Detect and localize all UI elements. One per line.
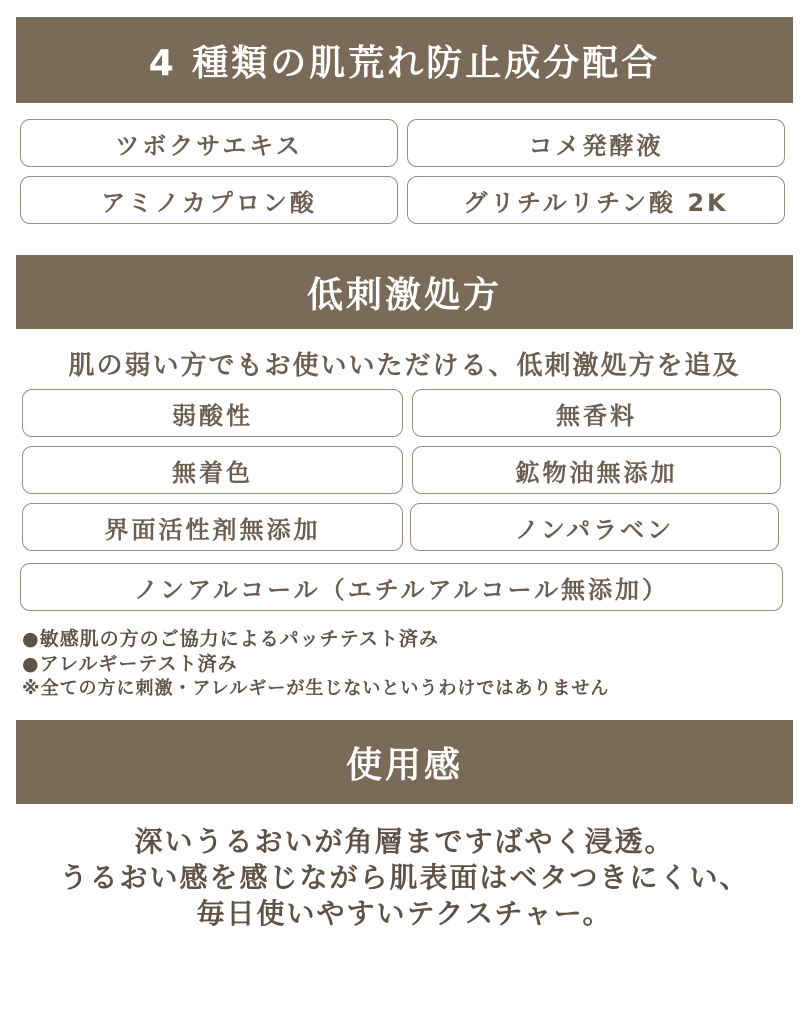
feature-pill-3 bbox=[22, 446, 403, 494]
section2-banner bbox=[16, 255, 793, 329]
section3-title: 使用感 bbox=[345, 744, 463, 786]
feature-label: 無着色 bbox=[172, 458, 253, 487]
ingredient-pill-2 bbox=[407, 119, 785, 167]
ingredient-label: グリチルリチン酸 2K bbox=[463, 188, 729, 217]
ingredient-label: コメ発酵液 bbox=[528, 131, 664, 160]
feature-label: 鉱物油無添加 bbox=[515, 458, 678, 487]
feature-label: 界面活性剤無添加 bbox=[104, 515, 321, 544]
feature-pill-2 bbox=[412, 389, 781, 437]
feature-pill-4 bbox=[412, 446, 781, 494]
feature-pill-7 bbox=[20, 563, 783, 611]
feature-pill-1 bbox=[22, 389, 403, 437]
section1-title: 4 種類の肌荒れ防止成分配合 bbox=[148, 42, 661, 84]
section2-title: 低刺激処方 bbox=[306, 274, 502, 316]
section2-subtitle: 肌の弱い方でもお使いいただける、低刺激処方を追及 bbox=[68, 351, 741, 381]
note-disclaimer: ※全ての方に刺激・アレルギーが生じないというわけではありません bbox=[22, 678, 610, 699]
feature-pill-5 bbox=[22, 503, 403, 551]
texture-line-2: うるおい感を感じながら肌表面はベタつきにくい、 bbox=[59, 861, 750, 894]
ingredient-label: ツボクサエキス bbox=[115, 131, 303, 160]
feature-pill-6 bbox=[410, 503, 779, 551]
texture-line-1: 深いうるおいが角層まですばやく浸透。 bbox=[134, 825, 675, 858]
note-patch-test: ●敏感肌の方のご協力によるパッチテスト済み bbox=[22, 628, 439, 650]
ingredient-label: アミノカプロン酸 bbox=[101, 188, 317, 217]
section3-banner bbox=[16, 720, 793, 804]
ingredient-pill-4 bbox=[407, 176, 785, 224]
ingredient-pill-3 bbox=[20, 176, 398, 224]
note-allergy-test: ●アレルギーテスト済み bbox=[22, 653, 238, 675]
feature-label: 無香料 bbox=[556, 401, 637, 430]
texture-line-3: 毎日使いやすいテクスチャー。 bbox=[196, 897, 613, 930]
feature-label: 弱酸性 bbox=[172, 401, 253, 430]
feature-label: ノンアルコール（エチルアルコール無添加） bbox=[134, 575, 669, 604]
section1-banner bbox=[16, 17, 793, 103]
feature-label: ノンパラベン bbox=[514, 515, 675, 544]
ingredient-pill-1 bbox=[20, 119, 398, 167]
